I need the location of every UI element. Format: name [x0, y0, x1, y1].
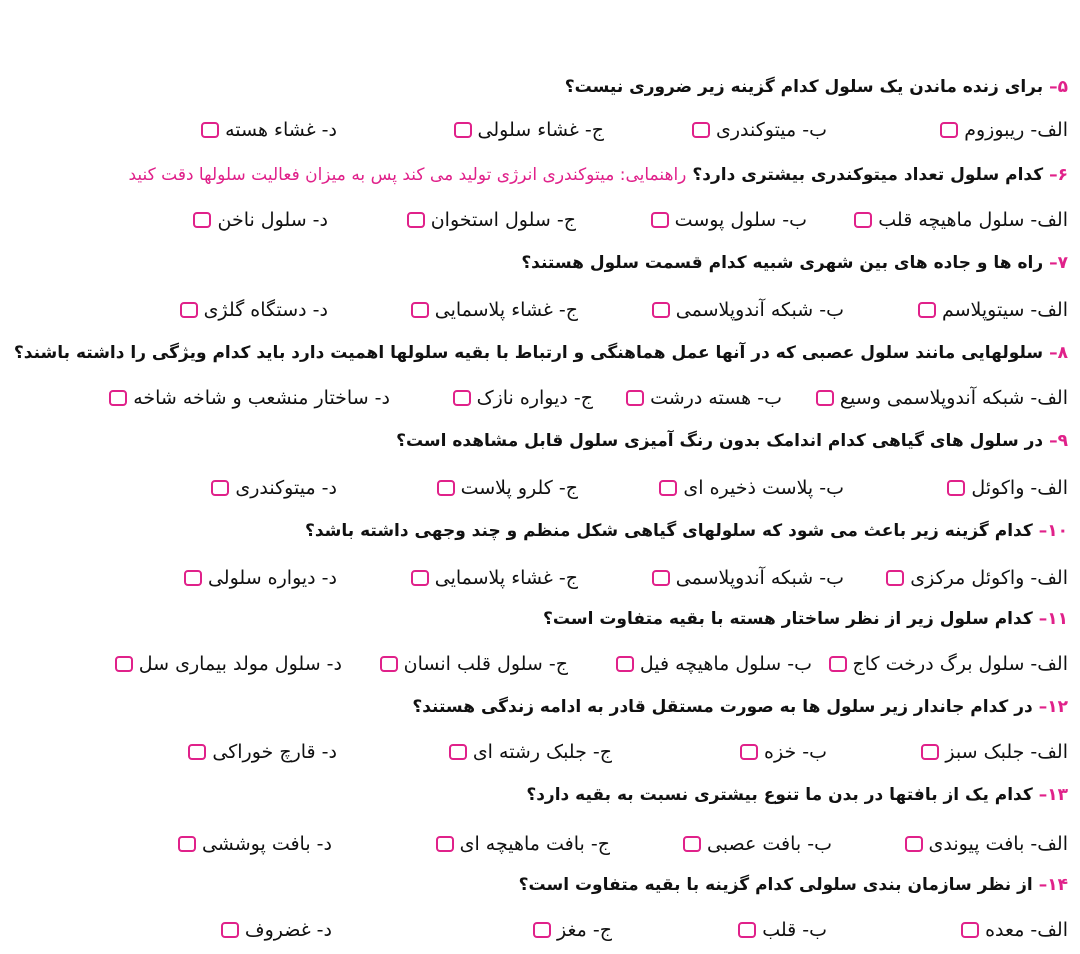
option-b[interactable]: ب- هسته درشت — [626, 381, 782, 415]
checkbox[interactable] — [738, 922, 756, 938]
checkbox[interactable] — [816, 390, 834, 406]
question-number: ۷– — [1049, 253, 1068, 273]
option-c[interactable]: ج- سلول استخوان — [407, 203, 576, 237]
option-b[interactable]: ب- بافت عصبی — [683, 827, 832, 861]
question-text: از نظر سازمان بندی سلولی کدام گزینه با بقیه متفاوت است؟ — [518, 875, 1033, 895]
checkbox[interactable] — [616, 656, 634, 672]
checkbox[interactable] — [201, 122, 219, 138]
option-c[interactable]: ج- مغز — [533, 913, 612, 947]
checkbox[interactable] — [188, 744, 206, 760]
checkbox[interactable] — [652, 570, 670, 586]
checkbox[interactable] — [453, 390, 471, 406]
option-c[interactable]: ج- غشاء پلاسمایی — [411, 561, 578, 595]
options-row-13 — [0, 827, 1080, 861]
option-c[interactable]: ج- بافت ماهیچه ای — [436, 827, 610, 861]
checkbox[interactable] — [659, 480, 677, 496]
option-d[interactable]: د- ساختار منشعب و شاخه شاخه — [109, 381, 390, 415]
question-number: ۱۳– — [1038, 785, 1068, 805]
checkbox[interactable] — [683, 836, 701, 852]
question-number: ۹– — [1049, 431, 1068, 451]
question-number: ۱۱– — [1038, 609, 1068, 629]
options-row-6 — [0, 203, 1080, 237]
option-d[interactable]: د- قارچ خوراکی — [188, 735, 337, 769]
checkbox[interactable] — [961, 922, 979, 938]
question-number: ۱۴– — [1038, 875, 1068, 895]
option-c[interactable]: ج- غشاء سلولی — [454, 113, 604, 147]
option-c[interactable]: ج- سلول قلب انسان — [380, 647, 568, 681]
options-row-14 — [0, 913, 1080, 947]
checkbox[interactable] — [184, 570, 202, 586]
option-c[interactable]: ج- کلرو پلاست — [437, 471, 578, 505]
question-14 — [10, 870, 1068, 900]
question-11 — [10, 604, 1068, 634]
option-b[interactable]: ب- خزه — [740, 735, 827, 769]
question-13 — [10, 780, 1068, 810]
option-d[interactable]: د- دیواره سلولی — [184, 561, 337, 595]
option-a[interactable]: الف- ریبوزوم — [940, 113, 1068, 147]
option-b[interactable]: ب- سلول ماهیچه فیل — [616, 647, 812, 681]
option-b[interactable]: ب- قلب — [738, 913, 827, 947]
option-b[interactable]: ب- شبکه آندوپلاسمی — [652, 293, 844, 327]
checkbox[interactable] — [692, 122, 710, 138]
options-row-10 — [0, 561, 1080, 595]
question-5 — [10, 72, 1068, 102]
checkbox[interactable] — [626, 390, 644, 406]
checkbox[interactable] — [180, 302, 198, 318]
question-10 — [10, 516, 1068, 546]
option-b[interactable]: ب- پلاست ذخیره ای — [659, 471, 844, 505]
option-b[interactable]: ب- شبکه آندوپلاسمی — [652, 561, 844, 595]
option-c[interactable]: ج- جلبک رشته ای — [449, 735, 612, 769]
options-row-11 — [0, 647, 1080, 681]
option-a[interactable]: الف- سلول ماهیچه قلب — [854, 203, 1068, 237]
question-number: ۶– — [1049, 165, 1068, 185]
question-8 — [10, 338, 1068, 368]
checkbox[interactable] — [886, 570, 904, 586]
hint-text: راهنمایی: میتوکندری انرژی تولید می کند پس به میزان فعالیت سلولها دقت کنید — [128, 165, 687, 185]
checkbox[interactable] — [436, 836, 454, 852]
question-number: ۵– — [1049, 77, 1068, 97]
checkbox[interactable] — [407, 212, 425, 228]
checkbox[interactable] — [193, 212, 211, 228]
checkbox[interactable] — [115, 656, 133, 672]
checkbox[interactable] — [449, 744, 467, 760]
checkbox[interactable] — [921, 744, 939, 760]
checkbox[interactable] — [109, 390, 127, 406]
option-c[interactable]: ج- غشاء پلاسمایی — [411, 293, 578, 327]
question-text: برای زنده ماندن یک سلول کدام گزینه زیر ضروری نیست؟ — [564, 77, 1044, 97]
option-c[interactable]: ج- دیواره نازک — [453, 381, 593, 415]
option-a[interactable]: الف- بافت پیوندی — [905, 827, 1068, 861]
checkbox[interactable] — [651, 212, 669, 228]
checkbox[interactable] — [740, 744, 758, 760]
option-a[interactable]: الف- واکوئل — [947, 471, 1068, 505]
question-number: ۸– — [1049, 343, 1068, 363]
options-row-8 — [0, 381, 1080, 415]
option-b[interactable]: ب- سلول پوست — [651, 203, 807, 237]
checkbox[interactable] — [940, 122, 958, 138]
question-text: در سلول های گیاهی کدام اندامک بدون رنگ آمیزی سلول قابل مشاهده است؟ — [396, 431, 1044, 451]
question-text: کدام سلول تعداد میتوکندری بیشتری دارد؟ — [692, 165, 1044, 185]
question-7 — [10, 248, 1068, 278]
option-a[interactable]: الف- معده — [961, 913, 1068, 947]
options-row-7 — [0, 293, 1080, 327]
checkbox[interactable] — [221, 922, 239, 938]
checkbox[interactable] — [905, 836, 923, 852]
checkbox[interactable] — [947, 480, 965, 496]
option-d[interactable]: د- غضروف — [221, 913, 332, 947]
option-a[interactable]: الف- سیتوپلاسم — [918, 293, 1068, 327]
options-row-9 — [0, 471, 1080, 505]
option-b[interactable]: ب- میتوکندری — [692, 113, 827, 147]
question-12 — [10, 692, 1068, 722]
question-text: راه ها و جاده های بین شهری شبیه کدام قسمت سلول هستند؟ — [521, 253, 1044, 273]
option-a[interactable]: الف- جلبک سبز — [921, 735, 1068, 769]
checkbox[interactable] — [178, 836, 196, 852]
checkbox[interactable] — [454, 122, 472, 138]
question-text: کدام سلول زیر از نظر ساختار هسته با بقیه متفاوت است؟ — [543, 609, 1033, 629]
option-a[interactable]: الف- شبکه آندوپلاسمی وسیع — [816, 381, 1068, 415]
options-row-5 — [0, 113, 1080, 147]
checkbox[interactable] — [411, 570, 429, 586]
option-d[interactable]: د- سلول مولد بیماری سل — [115, 647, 342, 681]
option-a[interactable]: الف- واکوئل مرکزی — [886, 561, 1068, 595]
option-d[interactable]: د- میتوکندری — [211, 471, 337, 505]
checkbox[interactable] — [411, 302, 429, 318]
question-6 — [10, 160, 1068, 190]
question-text: سلولهایی مانند سلول عصبی که در آنها عمل هماهنگی و ارتباط با بقیه سلولها اهمیت دارد باید کدام ویژگی را داشته باشند؟ — [13, 343, 1044, 363]
checkbox[interactable] — [533, 922, 551, 938]
checkbox[interactable] — [211, 480, 229, 496]
options-row-12 — [0, 735, 1080, 769]
question-text: در کدام جاندار زیر سلول ها به صورت مستقل قادر به ادامه زندگی هستند؟ — [412, 697, 1033, 717]
checkbox[interactable] — [918, 302, 936, 318]
option-d[interactable]: د- بافت پوششی — [178, 827, 332, 861]
question-9 — [10, 426, 1068, 456]
option-d[interactable]: د- دستگاه گلژی — [180, 293, 328, 327]
checkbox[interactable] — [652, 302, 670, 318]
question-number: ۱۰– — [1038, 521, 1068, 541]
option-d[interactable]: د- غشاء هسته — [201, 113, 337, 147]
question-number: ۱۲– — [1038, 697, 1068, 717]
checkbox[interactable] — [437, 480, 455, 496]
checkbox[interactable] — [829, 656, 847, 672]
checkbox[interactable] — [380, 656, 398, 672]
option-a[interactable]: الف- سلول برگ درخت کاج — [829, 647, 1069, 681]
checkbox[interactable] — [854, 212, 872, 228]
question-text: کدام یک از بافتها در بدن ما تنوع بیشتری نسبت به بقیه دارد؟ — [526, 785, 1033, 805]
option-d[interactable]: د- سلول ناخن — [193, 203, 328, 237]
question-text: کدام گزینه زیر باعث می شود که سلولهای گیاهی شکل منظم و چند وجهی داشته باشد؟ — [305, 521, 1033, 541]
